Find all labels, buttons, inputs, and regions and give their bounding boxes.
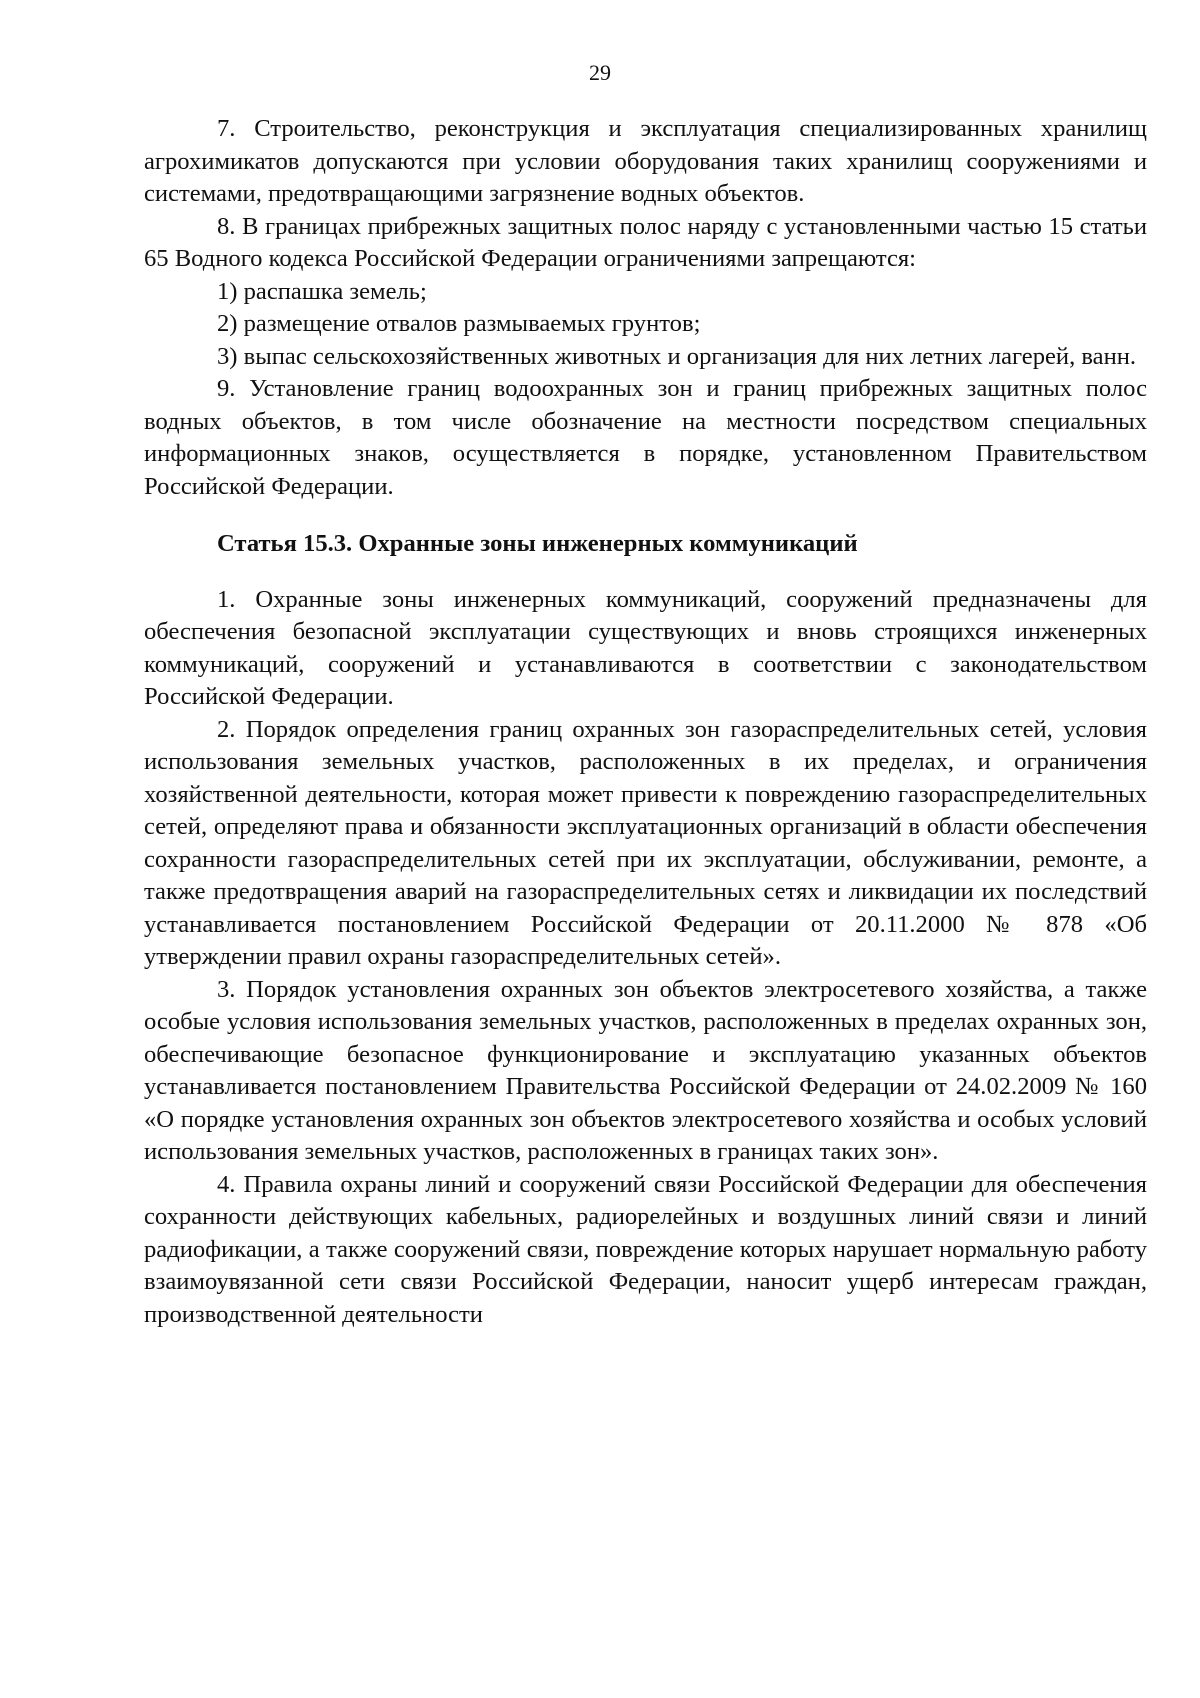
document-body [144,113,1147,1331]
paragraph-1: 1. Охранные зоны инженерных коммуникаций, сооружений предназначены для обеспечения безопасной эксплуатации существующих и вновь строящихся инженерных коммуникаций, сооружений и устанавливаются в соответствии с законодательством Российской Федерации. [144,585,1147,710]
paragraph-8: 8. В границах прибрежных защитных полос наряду с установленными частью 15 статьи 65 Водного кодекса Российской Федерации ограничениями запрещаются: [144,212,1147,272]
paragraph-4: 4. Правила охраны линий и сооружений связи Российской Федерации для обеспечения сохранности действующих кабельных, радиорелейных и воздушных линий связи и линий радиофикации, а также сооружений связи, повреждение которых нарушает нормальную работу взаимоувязанной сети связи Российской Федерации, наносит ущерб интересам граждан, производственной деятельности [144,1170,1147,1328]
list-item-2: 2) размещение отвалов размываемых грунтов; [217,310,701,337]
paragraph-2: 2. Порядок определения границ охранных зон газораспределительных сетей, условия использования земельных участков, расположенных в их пределах, и ограничения хозяйственной деятельности, которая может привести к повреждению газораспределительных сетей, определяют права и обязанности эксплуатационных организаций в области обеспечения сохранности газораспределительных сетей при их эксплуатации, обслуживании, ремонте, а также предотвращения аварий на газораспределительных сетях и ликвидации их последствий устанавливается постановлением Российской Федерации от 20.11.2000 № 878 «Об утверждении правил охраны газораспределительных сетей». [144,715,1147,970]
article-heading: Статья 15.3. Охранные зоны инженерных коммуникаций [217,530,858,557]
page-number: 29 [589,60,611,85]
paragraph-9: 9. Установление границ водоохранных зон и границ прибрежных защитных полос водных объектов, в том числе обозначение на местности посредством специальных информационных знаков, осуществляется в порядке, установленном Правительством Российской Федерации. [144,375,1147,500]
list-item-1: 1) распашка земель; [217,277,427,305]
paragraph-7: 7. Строительство, реконструкция и эксплуатация специализированных хранилищ агрохимикатов допускаются при условии оборудования таких хранилищ сооружениями и системами, предотвращающими загрязнение водных объектов. [144,115,1147,207]
list-item-3: 3) выпас сельскохозяйственных животных и организация для них летних лагерей, ванн. [217,342,1137,370]
paragraph-3: 3. Порядок установления охранных зон объектов электросетевого хозяйства, а также особые условия использования земельных участков, расположенных в пределах охранных зон, обеспечивающие безопасное функционирование и эксплуатацию указанных объектов устанавливается постановлением Правительства Российской Федерации от 24.02.2009 № 160 «О порядке установления охранных зон объектов электросетевого хозяйства и особых условий использования земельных участков, расположенных в границах таких зон». [144,975,1147,1165]
